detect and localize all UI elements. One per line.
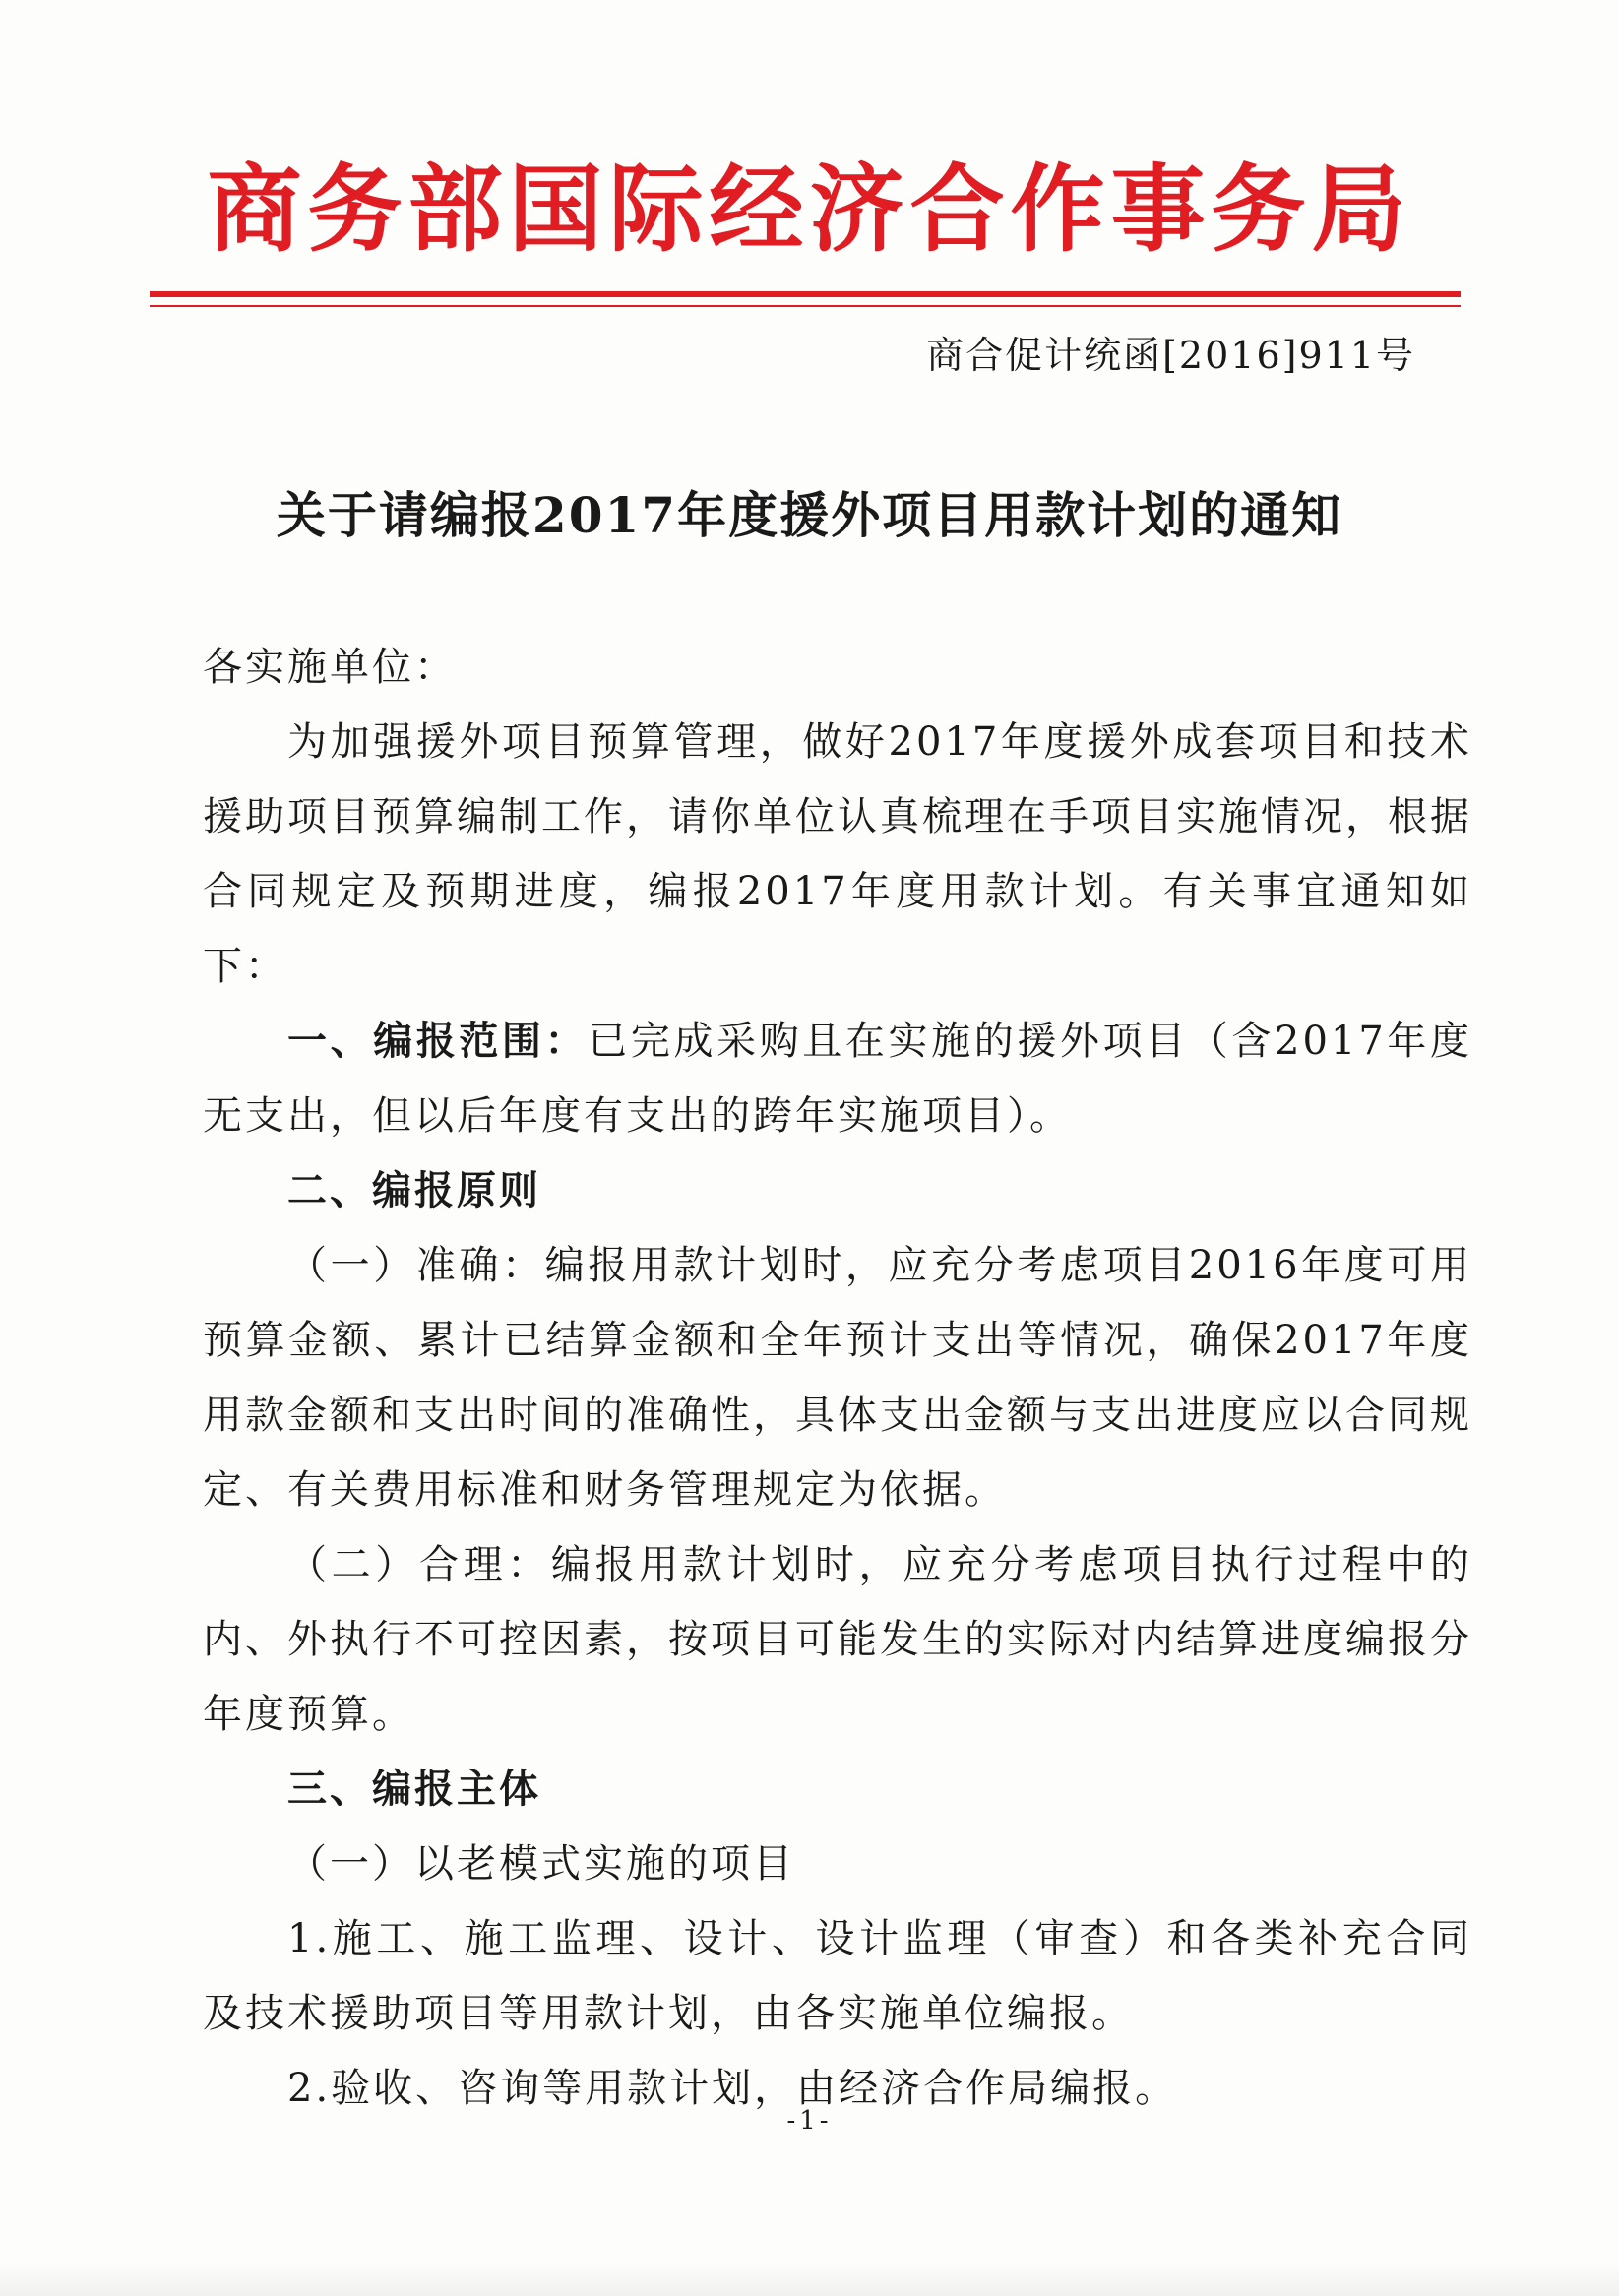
section1-text: 已完成采购且在实施的援外项目（含2017年度无支出，但以后年度有支出的跨年实施项目）。 bbox=[203, 1019, 1473, 1139]
letterhead-red-rule-thin bbox=[150, 305, 1461, 307]
document-title: 关于请编报2017年度援外项目用款计划的通知 bbox=[276, 486, 1343, 544]
section3-item1: 1.施工、施工监理、设计、设计监理（审查）和各类补充合同及技术援助项目等用款计划，由各实施单位编报。 bbox=[203, 1916, 1472, 2036]
section2-item2: （二）合理：编报用款计划时，应充分考虑项目执行过程中的内、外执行不可控因素，按项目可能发生的实际对内结算进度编报分年度预算。 bbox=[203, 1542, 1472, 1737]
page-number: -1- bbox=[786, 2106, 833, 2136]
section2-heading: 二、编报原则 bbox=[287, 1167, 541, 1213]
intro-paragraph: 为加强援外项目预算管理，做好2017年度援外成套项目和技术援助项目预算编制工作，请你单位认真梳理在手项目实施情况，根据合同规定及预期进度，编报2017年度用款计划。有关事宜通知如下： bbox=[203, 719, 1472, 989]
section3-subheading: （一）以老模式实施的项目 bbox=[287, 1841, 795, 1887]
section3-item2: 2.验收、咨询等用款计划，由经济合作局编报。 bbox=[287, 2066, 1178, 2111]
section1-paragraph bbox=[203, 1004, 1472, 1153]
scan-edge bbox=[0, 2264, 1619, 2296]
section1-heading: 一、编报范围： bbox=[287, 1018, 589, 1064]
section3-heading: 三、编报主体 bbox=[287, 1766, 541, 1812]
document-body bbox=[203, 630, 1472, 2126]
section2-item1: （一）准确：编报用款计划时，应充分考虑项目2016年度可用预算金额、累计已结算金额和全年预计支出等情况，确保2017年度用款金额和支出时间的准确性，具体支出金额与支出进度应以合同规定、有关费用标准和财务管理规定为依据。 bbox=[203, 1243, 1472, 1513]
letterhead-red-rule-thick bbox=[150, 291, 1461, 297]
document-number: 商合促计统函[2016]911号 bbox=[926, 334, 1415, 377]
salutation: 各实施单位： bbox=[203, 645, 457, 690]
agency-letterhead: 商务部国际经济合作事务局 bbox=[207, 154, 1412, 265]
